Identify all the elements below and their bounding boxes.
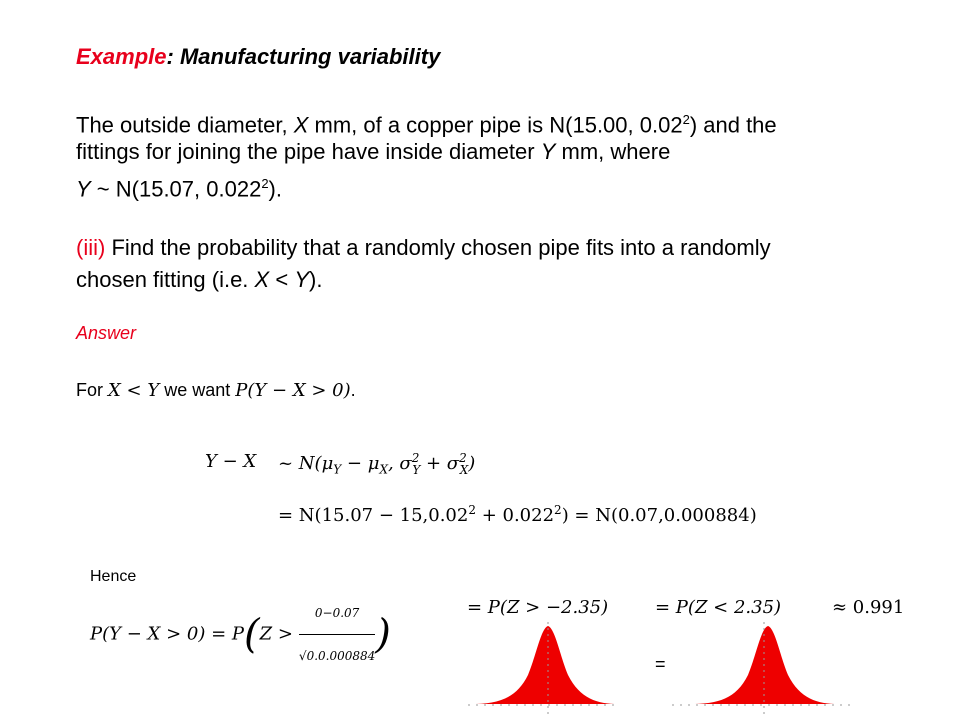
normal-curve-right: [672, 620, 854, 716]
final-eq2: = P(Z > −2.35): [467, 597, 609, 618]
derivation-lhs: Y − X: [205, 451, 257, 472]
problem-line-1: The outside diameter, X mm, of a copper pipe is N(15.00, 0.02$^2$) and the: [76, 112, 777, 138]
derivation-line-1: ~ $N(\mu_Y - \mu_X$, $\sigma^2_Y + \sigma^2_X$): [278, 451, 476, 477]
for-line: For X < Y we want P(Y − X > 0).: [76, 380, 356, 401]
hence-label: Hence: [90, 568, 137, 585]
answer-label: Answer: [76, 323, 137, 343]
final-approx: ≈ 0.991: [832, 597, 905, 618]
derivation-line-2: = $N(15.07 - 15,0.02^2 + 0.022^2) = N(0.07,0.000884)$: [278, 503, 757, 526]
question-line-2: chosen fitting (i.e. X < Y).: [76, 267, 323, 292]
z-fraction: $\frac{0-0.07}{√0.0.000884}$: [299, 593, 375, 676]
title-rest: : Manufacturing variability: [166, 44, 441, 69]
part-label: (iii): [76, 235, 106, 260]
final-lhs: P(Y − X > 0) = P(Z > $\frac{0-0.07}{√0.0.000884}$ ): [90, 593, 391, 676]
question-line-1: (iii) Find the probability that a randomly chosen pipe fits into a randomly: [76, 235, 771, 260]
problem-line-2: fittings for joining the pipe have inside diameter Y mm, where: [76, 139, 671, 164]
problem-line-3: Y ~ N(15.07, 0.022$^2$).: [76, 176, 282, 202]
final-eq3: = P(Z < 2.35): [655, 597, 782, 618]
slide-title: [76, 44, 440, 70]
curve-left-fill: [470, 626, 618, 704]
normal-curve-left: [468, 620, 620, 716]
example-word: Example: [76, 44, 167, 69]
equals-sign: =: [655, 654, 666, 674]
